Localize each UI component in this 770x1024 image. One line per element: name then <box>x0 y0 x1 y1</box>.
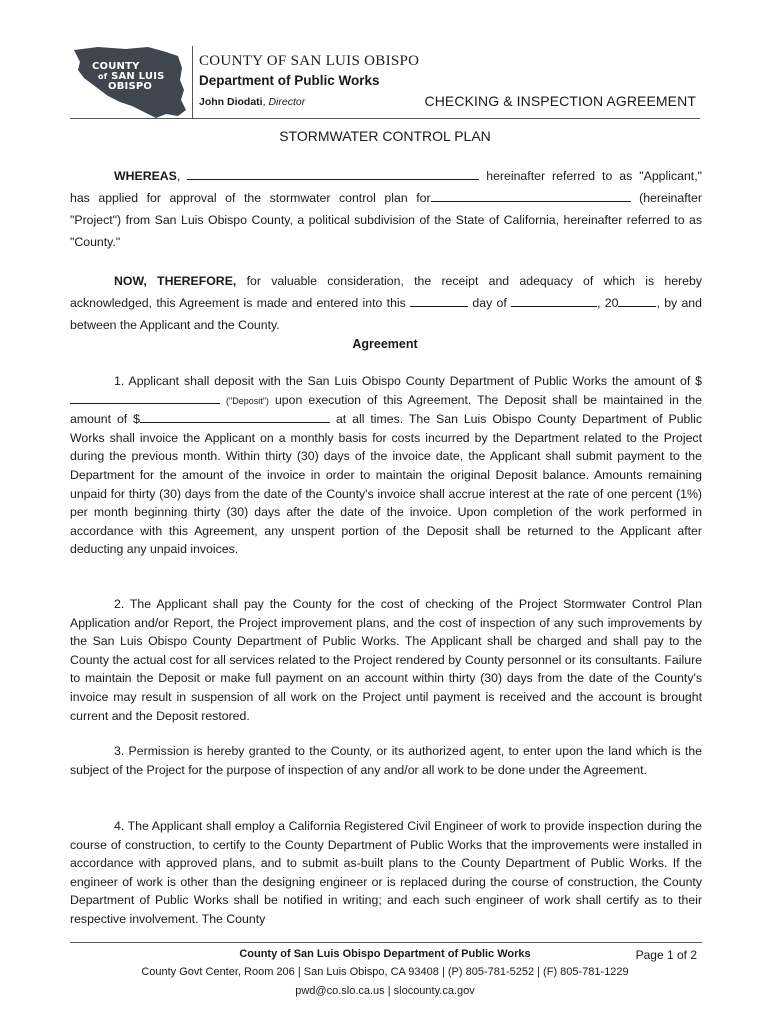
document-subtitle: STORMWATER CONTROL PLAN <box>279 128 491 144</box>
maintained-amount-field[interactable] <box>140 410 330 423</box>
director-line: John Diodati, Director <box>199 96 306 108</box>
whereas-label: WHEREAS <box>114 169 177 183</box>
footer-divider <box>70 942 702 943</box>
footer-department: County of San Luis Obispo Department of Public Works <box>239 948 531 960</box>
logo-text: COUNTY of SAN LUIS OBISPO <box>92 61 165 92</box>
document-title: CHECKING & INSPECTION AGREEMENT <box>424 93 696 109</box>
agreement-year-field[interactable] <box>618 294 656 307</box>
director-title: Director <box>268 96 306 108</box>
deposit-tag: ("Deposit") <box>226 395 269 406</box>
county-name: COUNTY OF SAN LUIS OBISPO <box>199 53 420 69</box>
clause-3: 3. Permission is hereby granted to the County, or its authorized agent, to enter upon the land which is the subject of the Project for the purpose of inspection of any and/or all work to be done under the Agreement. <box>70 744 702 777</box>
page-number: Page 1 of 2 <box>635 948 697 962</box>
clause-1: 1. Applicant shall deposit with the San Luis Obispo County Department of Public Works the amount of $ ("Deposit") upon execution of this Agreement. The Deposit shall be maintained in the amount of $ at all times. The San Luis Obispo County Department of Public Works shall invoice the Applicant on a monthly basis for costs incurred by the Department related to the Project during the previous month. Within thirty (30) days of the invoice date, the Applicant shall submit payment to the Department for the amount of the invoice in order to maintain the original Deposit balance. Amounts remaining unpaid for thirty (30) days from the date of the County's invoice shall accrue interest at the rate of one percent (1%) per month beginning thirty (30) days after the date of the invoice. Upon completion of the work performed in accordance with this Agreement, any unspent portion of the Deposit shall be returned to the Applicant after deducting any unpaid invoices. <box>70 374 703 557</box>
director-name: John Diodati <box>199 96 263 108</box>
agreement-month-field[interactable] <box>511 294 597 307</box>
now-therefore-paragraph: NOW, THEREFORE, for valuable consideration, the receipt and adequacy of which is hereby acknowledged, this Agreement is made and entered into this day of , 20 , by and between the Applicant and the County. <box>70 274 702 332</box>
header-divider-horizontal <box>70 118 700 119</box>
header-divider-vertical <box>192 46 193 118</box>
county-logo <box>70 44 188 120</box>
applicant-name-field[interactable] <box>187 167 479 180</box>
clause-4: 4. The Applicant shall employ a California Registered Civil Engineer of work to provide inspection during the course of construction, to certify to the County Department of Public Works that the improvements were installed in accordance with approved plans, and to submit as-built plans to the County Department of Public Works. If the engineer of work is other than the designing engineer or is replaced during the course of construction, the County Department of Public Works shall be notified in writing; and each such engineer of work shall certify as to their respective involvement. The County <box>70 819 702 926</box>
deposit-amount-field[interactable] <box>70 391 220 404</box>
agreement-day-field[interactable] <box>410 294 468 307</box>
footer-address: County Govt Center, Room 206 | San Luis Obispo, CA 93408 | (P) 805-781-5252 | (F) 805-781-1229 <box>141 966 629 978</box>
project-name-field[interactable] <box>431 189 631 202</box>
clause-2: 2. The Applicant shall pay the County for the cost of checking of the Project Stormwater Control Plan Application and/or Report, the Project improvement plans, and the cost of inspection of any such improvements by the San Luis Obispo County Department of Public Works. The Applicant shall be charged and shall pay to the County the actual cost for all services related to the Project rendered by County personnel or its consultants. Failure to maintain the Deposit or make full payment on an account within thirty (30) days from the date of the County's invoice may result in suspension of all work on the Project until payment is received and the account is brought current and the Deposit restored. <box>70 597 702 723</box>
now-therefore-label: NOW, THEREFORE, <box>114 274 237 288</box>
agreement-heading: Agreement <box>352 337 418 351</box>
department-name: Department of Public Works <box>199 73 380 88</box>
whereas-paragraph: WHEREAS, hereinafter referred to as "Applicant," has applied for approval of the stormwater control plan for (hereinafter "Project") from San Luis Obispo County, a political subdivision of the State of California, hereinafter referred to as "County." <box>70 169 702 249</box>
footer-contact: pwd@co.slo.ca.us | slocounty.ca.gov <box>295 985 475 997</box>
